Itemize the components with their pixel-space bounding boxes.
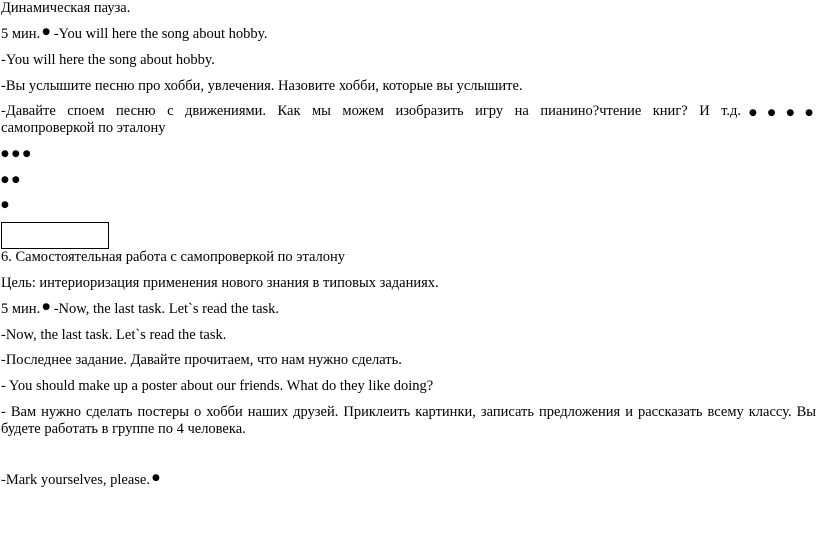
task-instruction-en: -Now, the last task. Let`s read the task. bbox=[50, 301, 280, 317]
empty-frame bbox=[1, 222, 109, 249]
section-heading-independent-work: 6. Самостоятельная работа с самопроверкой по эталону bbox=[1, 249, 346, 265]
text-line-last-task-en: -Now, the last task. Let`s read the task. bbox=[1, 327, 227, 343]
time-label: 5 мин. bbox=[1, 26, 41, 42]
mark-instruction: -Mark yourselves, please. bbox=[1, 472, 150, 488]
bullet-icon: ● bbox=[42, 27, 51, 37]
bullet-row-icon: ●●●● bbox=[741, 108, 816, 118]
text-line-poster-en: - You should make up a poster about our friends. What do they like doing? bbox=[1, 378, 434, 394]
time-label: 5 мин. bbox=[1, 301, 41, 317]
sing-instruction: -Давайте споем песню с движениями. Как мы можем изобразить игру на пианино?чтение книг? И т.д. bbox=[1, 103, 742, 119]
bullet-row-3-icon: ●●● bbox=[1, 149, 34, 159]
text-line-time-song bbox=[1, 26, 268, 45]
text-line-mark-yourselves bbox=[1, 472, 160, 491]
text-line-goal: Цель: интериоризация применения нового знания в типовых заданиях. bbox=[1, 275, 439, 291]
text-line-last-task-ru: -Последнее задание. Давайте прочитаем, что нам нужно сделать. bbox=[1, 352, 402, 368]
text-line-time-task bbox=[1, 301, 279, 320]
text-line-self-check: самопроверкой по эталону bbox=[1, 120, 166, 136]
bullet-icon: ● bbox=[42, 302, 51, 312]
bullet-icon: ● bbox=[151, 473, 160, 483]
heading-dynamic-pause: Динамическая пауза. bbox=[1, 0, 131, 16]
text-line-song-en: -You will here the song about hobby. bbox=[1, 52, 215, 68]
song-instruction-en: -You will here the song about hobby. bbox=[50, 26, 268, 42]
bullet-row-1-icon: ● bbox=[1, 200, 12, 210]
bullet-row-2-icon: ●● bbox=[1, 175, 23, 185]
text-line-song-ru: -Вы услышите песню про хобби, увлечения. Назовите хобби, которые вы услышите. bbox=[1, 78, 523, 94]
text-paragraph-poster-ru: - Вам нужно сделать постеры о хобби наших друзей. Приклеить картинки, записать предложения и рассказать всему классу. Вы будете работать в группе по 4 человека. bbox=[1, 404, 816, 437]
